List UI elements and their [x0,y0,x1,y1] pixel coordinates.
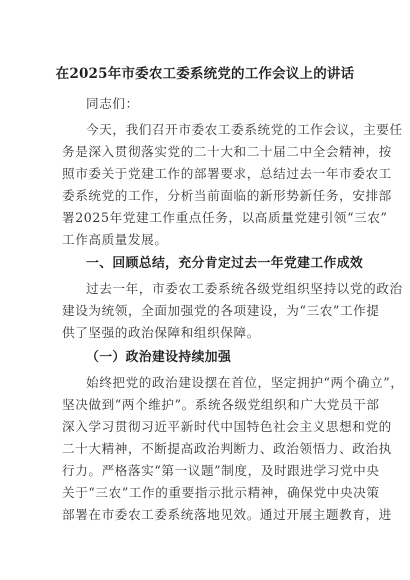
intro-line: 工作高质量发展。 [62,232,168,247]
subsection-line: 始终把党的政治建设摆在首位，坚定拥护“两个确立”， [86,375,404,390]
intro-line: 今天，我们召开市委农工委系统党的工作会议，主要任 [86,122,403,137]
section-heading: 一、回顾总结，充分肯定过去一年党建工作成效 [86,256,364,271]
subsection-line: 坚决做到“两个维护”。系统各级党组织和广大党员干部 [62,397,380,412]
subsection-line: 部署在市委农工委系统落地见效。通过开展主题教育，进 [62,507,392,522]
subsection-heading: （一）政治建设持续加强 [86,350,232,365]
intro-line: 务是深入贯彻落实党的二十大和二十届二中全会精神，按 [62,144,392,159]
intro-line: 署2025年党建工作重点任务，以高质量党建引领“三农” [62,210,388,225]
intro-line: 委系统党的工作，分析当前面临的新形势新任务，安排部 [62,188,392,203]
subsection-line: 深入学习贯彻习近平新时代中国特色社会主义思想和党的 [62,419,392,434]
section-line: 供了坚强的政治保障和组织保障。 [62,325,260,340]
subsection-line: 行力。严格落实“第一议题”制度，及时跟进学习党中央 [62,463,380,478]
section-line: 过去一年，市委农工委系统各级党组织坚持以党的政治 [86,281,403,296]
intro-line: 照市委关于党建工作的部署要求，总结过去一年市委农工 [62,166,392,181]
subsection-line: 二十大精神，不断提高政治判断力、政治领悟力、政治执 [62,441,392,456]
salutation: 同志们： [86,96,139,111]
section-line: 建设为统领，全面加强党的各项建设，为“三农”工作提 [62,303,380,318]
speech-title: 在2025年市委农工委系统党的工作会议上的讲话 [55,66,355,82]
subsection-line: 关于“三农”工作的重要指示批示精神，确保党中央决策 [62,485,380,500]
